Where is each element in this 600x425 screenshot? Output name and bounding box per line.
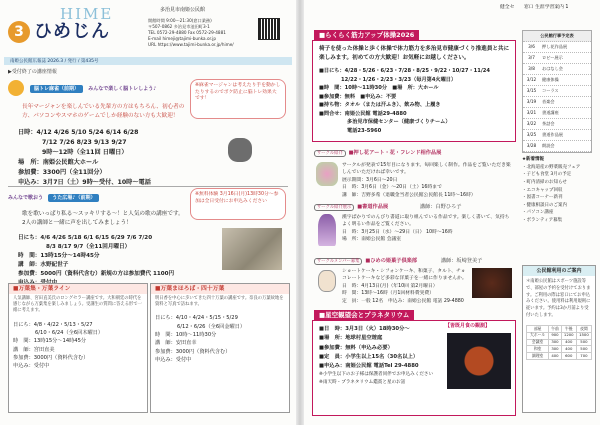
- logo-english: HIME: [60, 5, 114, 23]
- list-item[interactable]: ・健康相談日のご案内: [522, 202, 567, 208]
- circle3-title: サークルメンバー募集 ■ひめの姫菓子倶楽部 講師：坂崎登美子: [314, 258, 482, 265]
- course1-callout: ※麻雀マージャンは考えたり手を動かしたりするのでボケ防止に脳トレ効果大です！: [190, 79, 286, 119]
- fee-table: 部屋 午前 午後 夜間 大ホール 900 1200 1500 会議室 300 400 500 和室 300 400 500 調理室 400 600 700: [526, 325, 592, 360]
- list-item[interactable]: ・パソコン講座: [522, 210, 554, 216]
- facility-notice: 公民館利用のご案内 ＊南姫公民館はスポーツ施設等で、部屋の予約を受付けております。ご利用の際は窓口にてお申込みください。使用料は利用規則に従います。予約は3か月前より受付いたします。 部屋 午前 午後 夜間 大ホール 900 1200 1500 会議室 300 400 500 和室 300 400 500 調理室 400 600 700: [522, 265, 596, 413]
- circle2-body: 漢字ばかりでのんびり書道に取り組んでいる作品です。楽しく書いて、気持ちよく明るい作品をご覧ください。 日 時：3月25日（水）〜29日（日） 10時〜16時 場 所：南姫公民館 会議室: [342, 215, 510, 243]
- chorus-photo: [222, 228, 282, 270]
- table-row: 3/28 朗読会: [523, 141, 591, 152]
- right-page: [304, 0, 600, 425]
- table-row: 3/15 コーラス: [523, 86, 591, 97]
- table-row: 3/25 書道作品展: [523, 130, 591, 141]
- course2-intro: 歌を歌いっぱり私る～スッキリする～！と人気の歌の講座です。2人の講師と一緒に声を出してみましょう！: [22, 211, 184, 226]
- table-row: 3/19 音楽会: [523, 97, 591, 108]
- calligrapher-illustration: [318, 214, 336, 246]
- news-list: ★新着情報 ・北海道産の野菜販売フェア ・子ども食堂 3月の予定 ・町内清掃のお知らせ ・エコキャップ回収 ・図書コーナー新刊 ・健康相談日のご案内 ・パソコン講座 ・ボランティア募集: [522, 156, 596, 225]
- manyo-box-2: ■万葉まほろば・四十万葉 明日香を中心に歩いてきた四十万葉の講座です。奈良の万葉故地を資料と写真で訪ねます。 日にち：4/10・4/24・5/15・5/29 6/12・6/26（全6回金曜日） 時 間：10時～11時30分 講 師：安田直幸 参加費：3000円（資料代含む） 申込み：受付中: [150, 283, 290, 413]
- circle1-body: サークルが発表で15年目になります。毎回楽しく制作。作品をご覧いただき楽しんでいただければ幸いです。 展示期間：3月6日〜20日 日 時：3月6日（金）〜20日（土）16時まで 講 師：吉野多希（退職金当者公民館公民館長 11時〜16時）: [342, 163, 511, 198]
- event-schedule-table: [522, 30, 592, 153]
- table-row: 3/12 健康体操: [523, 75, 591, 86]
- table-row: 3/6 押し花作品展: [523, 42, 591, 53]
- issue-number-badge: 3: [8, 21, 30, 43]
- feature-box: 椅子を使った体操と歩く体操で体力筋力を多治見市健康づくり推進員と共に楽しみます。初めての方大歓迎！お気軽にお越しください。 ■日にち：4/28・5/26・6/23・7/28・8/25・9/22・10/27・11/24 12/22・1/26・2/23・3/23（毎月第4火曜日） ■時 間：10時～11時30分 ■場 所：大ホール ■参加費：無料 ■申込み：不要 ■持ち物：タオル（または汗ふき）、飲み物、上履き ■問合せ：南姫公民館 電話29-4880 多治見市保健センター（健康づくりチーム） 電話23-5960: [312, 40, 516, 142]
- chef-illustration: [318, 270, 336, 292]
- lunar-eclipse-photo: [447, 333, 511, 389]
- qr-code[interactable]: [258, 18, 280, 40]
- list-item[interactable]: ・町内清掃のお知らせ: [522, 179, 567, 185]
- planetarium-box: ■日 時：3月3日（火）18時30分〜 ■場 所：地球村星空遊庭 ■参加費：無料（申込み必要） ■定 員：小学生以上15名（30名以上） ■申込み：南姫公民館 電話Tel 29-4880 ※小学生以下のお子様は保護者同伴でお申込みください ※雨天時・プラネタリウム鑑賞と星のお話 【皆既月食の観測】: [312, 320, 516, 416]
- page-gutter: [296, 0, 304, 425]
- table-row: 和室 300 400 500: [527, 346, 592, 353]
- course1-intro: 長年マージャンを楽しんでいる先輩方の方はもちろん、初心者の方、パソコンやスマホのゲームでしか経験のない方も大歓迎！: [22, 104, 185, 119]
- table-row: 3/7 ロビー展示: [523, 53, 591, 64]
- table-row: 調理室 400 600 700: [527, 353, 592, 360]
- feature-title: ■らくらく筋力アップ体操2026: [314, 30, 419, 40]
- circle3-body: ショートケーキ・シフォンケーキ、和菓子、タルト、チョコレートケーキなど多彩な洋菓子を一緒に作りませんか。 日 時：4月13日(月)（年10回 第2月曜日） 時 間：13時〜16時（月1回材料費実費） 定 員：一般 12名 申込み：南姫公民館 電話 29-4880: [342, 269, 467, 304]
- list-item[interactable]: ・図書コーナー新刊: [522, 195, 563, 201]
- right-header: 健全セ 窓口 生涯学習案内 1: [500, 5, 569, 10]
- table-row: 3/8 おはなし会: [523, 64, 591, 75]
- course1-title: 脳トレ麻雀（前期） みんなで楽しく脳トレしよう♪: [30, 84, 156, 93]
- manyo-box-1: ■万葉集・万葉ライン 人気講師、宮田直美氏のロングセラー講座です。大和朝廷の時代を感じながら万葉集を楽しみましょう。受講生の質問に答える形で一緒に考えます。 日にち：4/8・4/22・5/13・5/27 6/10・6/24（全6回木曜日） 時 間：13時15分～14時45分 講 師：宮田直美 参加費：3000円（資料代含む） 申込み：受付中: [8, 283, 148, 413]
- planetarium-subtitle: 【皆既月食の観測】: [445, 323, 491, 329]
- list-item[interactable]: ・北海道産の野菜販売フェア: [522, 164, 581, 170]
- flower-illustration: [316, 162, 338, 186]
- issue-bar: 南姫公民館広報誌 2026.3 / 発行 / 第435号: [4, 57, 292, 65]
- section-lead: ▶受付終了の講座情報: [8, 69, 57, 75]
- course2-callout: ※無料体験 3月16日(月)13時30分〜参加は全日受付にお申込みください: [190, 188, 286, 220]
- issuer-name: 多治見市南姫公民館: [160, 7, 206, 13]
- list-item[interactable]: ・エコキャップ回収: [522, 187, 563, 193]
- cat-illustration: [228, 138, 252, 162]
- circle2-title: サークル紹介展示 ■書道作品展 講師：白野ひろ子: [314, 204, 461, 211]
- cake-photo: [472, 268, 512, 298]
- list-item[interactable]: ・子ども食堂 3月の予定: [522, 172, 572, 178]
- table-row: 3/21 書道講座: [523, 108, 591, 119]
- table-row: 会議室 300 400 500: [527, 339, 592, 346]
- table-row: 大ホール 900 1200 1500: [527, 332, 592, 339]
- course2-schedule: 日にち：4/6 4/26 5/18 6/1 6/15 6/29 7/6 7/20 8/3 8/17 9/7（全11回月曜日） 時 間：13時15分～14時45分 講 師：水野紀世子 参加費：5000円（資料代含む）新規の方は参加費代 1100円: [18, 235, 175, 277]
- table-row: 3/22 茶話会: [523, 119, 591, 130]
- course1-schedule: 日時：4/12 4/26 5/10 5/24 6/14 6/28 7/12 7/26 8/23 9/13 9/27 9時～12時（全11回 日曜日） 場 所：南姫公民館大ホール 参加費：3300円（全11回分） 申込み：3月7日（土）9時〜受付、10時〜電話: [18, 129, 151, 186]
- list-item[interactable]: ・ボランティア募集: [522, 218, 563, 224]
- left-page: [0, 0, 296, 425]
- divider: [8, 186, 288, 187]
- course2-title: みんなで歌おう うた広場♪（前期）: [8, 193, 99, 202]
- circle1-title: サークル紹介 ■押し花アート・花・フレンド相作品展: [314, 150, 441, 157]
- schedule-title: 公民館行事予定表: [523, 31, 591, 42]
- planetarium-title: ■星空観望会とプラネタリウム: [314, 310, 414, 320]
- mahjong-illustration: [8, 80, 24, 96]
- contact-info: 開館時間 9:00〜21:30(窓口業務) 〒507-0862 多治見市池田町3-1 TEL 0572-29-4880 Fax 0572-29-4881 E-mail himeji@tajimi-bunka.or.jp URL https://www.tajimi-bunka.or.jp/hime/: [148, 18, 234, 48]
- logo-japanese: ひめじん: [34, 21, 110, 42]
